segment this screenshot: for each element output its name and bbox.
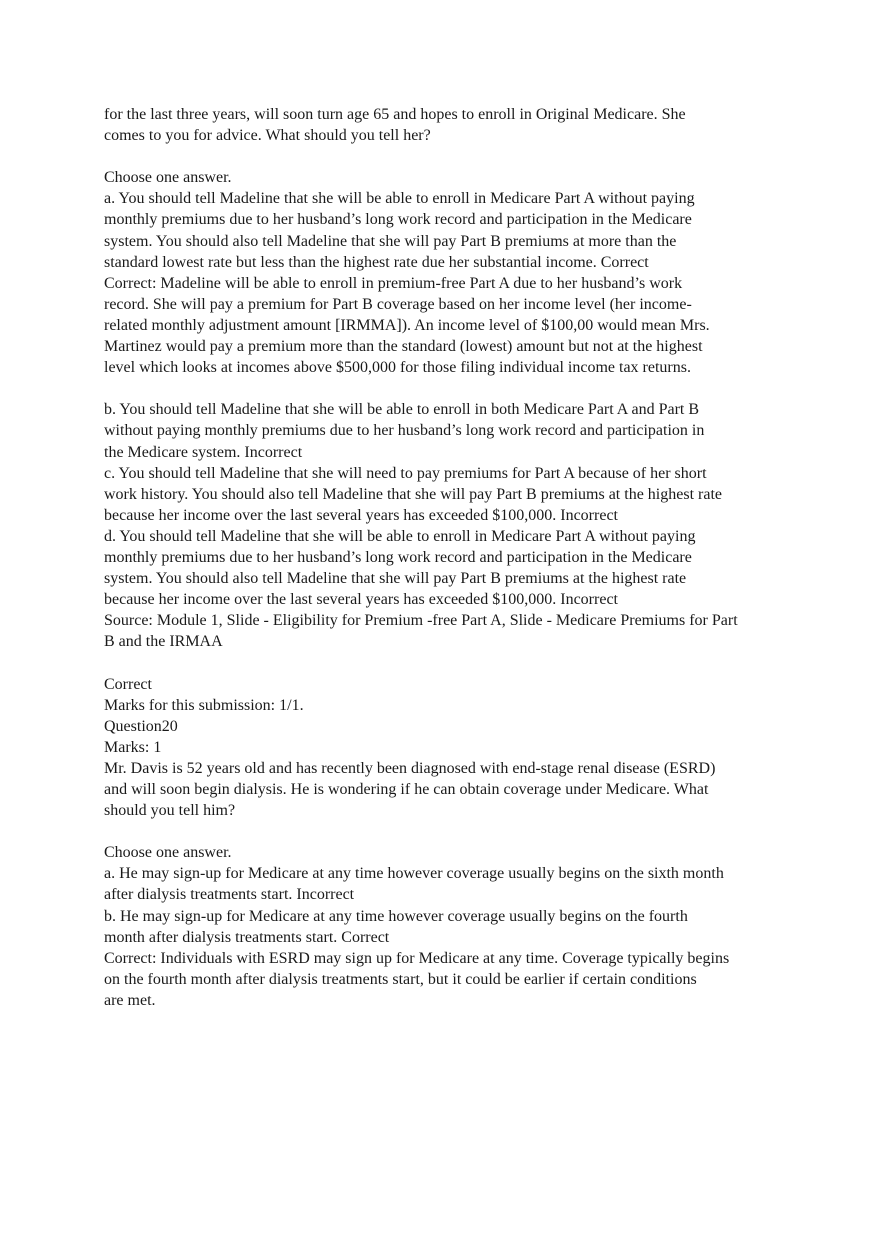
answer-b-text: the Medicare system. Incorrect	[104, 443, 303, 461]
marks-submission: Marks for this submission: 1/1.	[104, 696, 304, 714]
feedback-text: Martinez would pay a premium more than the standard (lowest) amount but not at the highest	[104, 338, 703, 356]
feedback-text: are met.	[104, 991, 156, 1009]
answer-c-text: because her income over the last several years has exceeded $100,000. Incorrect	[104, 506, 618, 524]
question-number: Question20	[104, 717, 178, 735]
answer-a-text: a. He may sign-up for Medicare at any time however coverage usually begins on the sixth month	[104, 865, 724, 883]
blank-line	[104, 652, 794, 673]
answer-b-text: month after dialysis treatments start. Correct	[104, 928, 390, 946]
question-text: Mr. Davis is 52 years old and has recently been diagnosed with end-stage renal disease (ESRD)	[104, 759, 716, 777]
feedback-text: Correct: Madeline will be able to enroll in premium-free Part A due to her husband’s work	[104, 274, 683, 292]
answer-b-text: without paying monthly premiums due to her husband’s long work record and participation in	[104, 422, 705, 440]
question-text: and will soon begin dialysis. He is wondering if he can obtain coverage under Medicare. What	[104, 781, 709, 798]
answer-a-text: after dialysis treatments start. Incorrect	[104, 886, 355, 904]
feedback-text: record. She will pay a premium for Part B coverage based on her income level (her income-	[104, 295, 692, 313]
answer-d-text: d. You should tell Madeline that she will be able to enroll in Medicare Part A without paying	[104, 527, 696, 545]
text-line: for the last three years, will soon turn age 65 and hopes to enroll in Original Medicare. She	[104, 106, 686, 123]
blank-line	[104, 146, 794, 167]
question-marks: Marks: 1	[104, 738, 162, 756]
question-text: should you tell him?	[104, 802, 236, 820]
source-text: B and the IRMAA	[104, 633, 223, 651]
feedback-text: level which looks at incomes above $500,000 for those filing individual income tax returns.	[104, 359, 691, 377]
answer-d-text: system. You should also tell Madeline that she will pay Part B premiums at the highest rate	[104, 570, 687, 588]
result-status: Correct	[104, 675, 152, 693]
answer-d-text: monthly premiums due to her husband’s long work record and participation in the Medicare	[104, 548, 692, 566]
answer-c-text: c. You should tell Madeline that she will need to pay premiums for Part A because of her short	[104, 464, 707, 482]
answer-a-text: monthly premiums due to her husband’s long work record and participation in the Medicare	[104, 211, 692, 229]
blank-line	[104, 378, 794, 399]
answer-a-text: a. You should tell Madeline that she will be able to enroll in Medicare Part A without paying	[104, 190, 695, 208]
document-page	[104, 104, 794, 1011]
choose-one-label: Choose one answer.	[104, 169, 232, 187]
blank-line	[104, 821, 794, 842]
answer-c-text: work history. You should also tell Madeline that she will pay Part B premiums at the highest rate	[104, 485, 722, 503]
answer-b-text: b. He may sign-up for Medicare at any time however coverage usually begins on the fourth	[104, 907, 688, 925]
answer-b-text: b. You should tell Madeline that she will be able to enroll in both Medicare Part A and Part B	[104, 401, 700, 419]
feedback-text: on the fourth month after dialysis treatments start, but it could be earlier if certain conditions	[104, 970, 697, 988]
source-text: Source: Module 1, Slide - Eligibility for Premium -free Part A, Slide - Medicare Premiums for Part	[104, 612, 738, 630]
answer-a-text: standard lowest rate but less than the highest rate due her substantial income. Correct	[104, 253, 649, 271]
answer-d-text: because her income over the last several years has exceeded $100,000. Incorrect	[104, 591, 618, 609]
feedback-text: related monthly adjustment amount [IRMMA]). An income level of $100,00 would mean Mrs.	[104, 316, 710, 334]
answer-a-text: system. You should also tell Madeline that she will pay Part B premiums at more than the	[104, 232, 677, 250]
text-line: comes to you for advice. What should you tell her?	[104, 127, 431, 145]
choose-one-label: Choose one answer.	[104, 844, 232, 862]
feedback-text: Correct: Individuals with ESRD may sign up for Medicare at any time. Coverage typically begins	[104, 949, 730, 967]
